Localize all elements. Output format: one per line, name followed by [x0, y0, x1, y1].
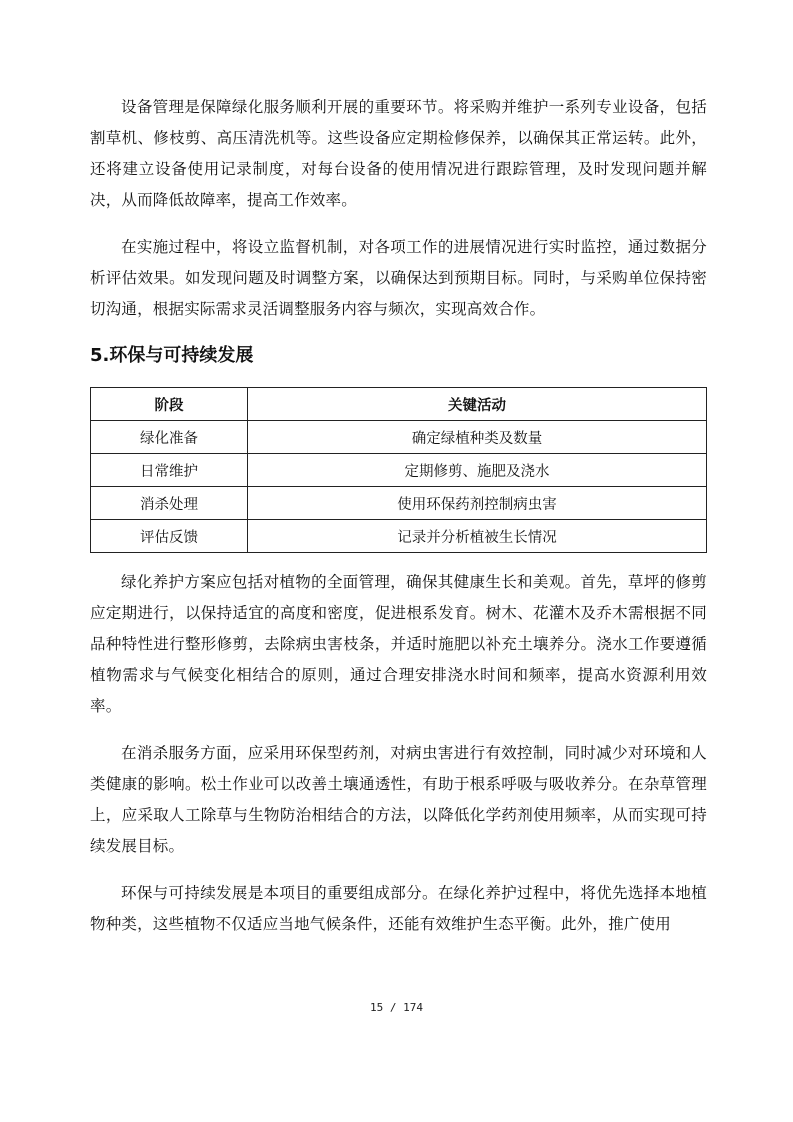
table-cell: 使用环保药剂控制病虫害 — [248, 487, 707, 520]
paragraph: 设备管理是保障绿化服务顺利开展的重要环节。将采购并维护一系列专业设备，包括割草机、修枝剪、高压清洗机等。这些设备应定期检修保养，以确保其正常运转。此外，还将建立设备使用记录制度，对每台设备的使用情况进行跟踪管理，及时发现问题并解决，从而降低故障率，提高工作效率。 — [90, 98, 707, 209]
paragraph: 在消杀服务方面，应采用环保型药剂，对病虫害进行有效控制，同时减少对环境和人类健康的影响。松土作业可以改善土壤通透性，有助于根系呼吸与吸收养分。在杂草管理上，应采取人工除草与生物防治相结合的方法，以降低化学药剂使用频率，从而实现可持续发展目标。 — [90, 744, 707, 855]
table-header-cell: 阶段 — [91, 388, 248, 421]
table-row — [91, 520, 707, 553]
table-cell: 记录并分析植被生长情况 — [248, 520, 707, 553]
paragraph: 绿化养护方案应包括对植物的全面管理，确保其健康生长和美观。首先，草坪的修剪应定期进行，以保持适宜的高度和密度，促进根系发育。树木、花灌木及乔木需根据不同品种特性进行整形修剪，去除病虫害枝条，并适时施肥以补充土壤养分。浇水工作要遵循植物需求与气候变化相结合的原则，通过合理安排浇水时间和频率，提高水资源利用效率。 — [90, 573, 707, 715]
table-cell: 绿化准备 — [91, 421, 248, 454]
paragraph: 环保与可持续发展是本项目的重要组成部分。在绿化养护过程中，将优先选择本地植物种类，这些植物不仅适应当地气候条件，还能有效维护生态平衡。此外，推广使用 — [90, 884, 707, 933]
table-header-cell: 关键活动 — [248, 388, 707, 421]
activity-table — [90, 387, 707, 553]
paragraph: 在实施过程中，将设立监督机制，对各项工作的进展情况进行实时监控，通过数据分析评估效果。如发现问题及时调整方案，以确保达到预期目标。同时，与采购单位保持密切沟通，根据实际需求灵活调整服务内容与频次，实现高效合作。 — [90, 238, 707, 318]
table-row — [91, 487, 707, 520]
table-header-row — [91, 388, 707, 421]
table-row — [91, 421, 707, 454]
page-number: 15 / 174 — [370, 1001, 423, 1014]
table-cell: 评估反馈 — [91, 520, 248, 553]
table-cell: 确定绿植种类及数量 — [248, 421, 707, 454]
table-row — [91, 454, 707, 487]
section-heading: 5.环保与可持续发展 — [90, 345, 254, 366]
table-cell: 消杀处理 — [91, 487, 248, 520]
table-cell: 日常维护 — [91, 454, 248, 487]
document-body — [90, 92, 707, 940]
table-cell: 定期修剪、施肥及浇水 — [248, 454, 707, 487]
